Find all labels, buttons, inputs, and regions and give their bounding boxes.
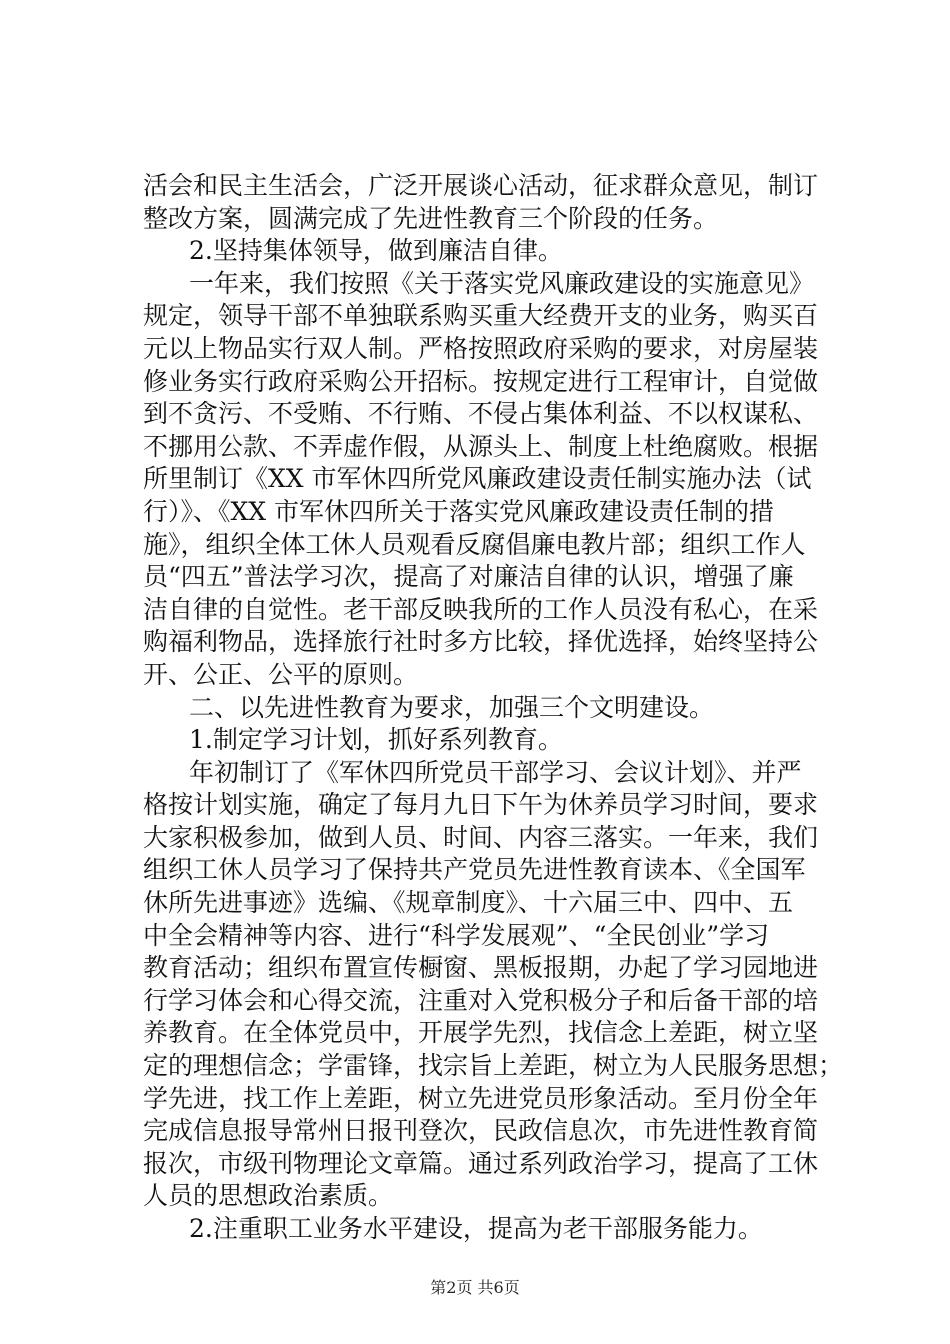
text-line: 定的理想信念；学雷锋，找宗旨上差距，树立为人民服务思想；	[143, 1051, 844, 1081]
text-line: 大家积极参加，做到人员、时间、内容三落实。一年来，我们	[143, 822, 819, 852]
text-line: 所里制订《XX 市军休四所党风廉政建设责任制实施办法（试	[143, 464, 812, 494]
text-line: 行学习体会和心得交流，注重对入党积极分子和后备干部的培	[143, 985, 819, 1015]
text-line: 施》，组织全体工休人员观看反腐倡廉电教片部；组织工作人	[143, 529, 806, 559]
text-line: 教育活动；组织布置宣传橱窗、黑板报期，办起了学习园地进	[143, 953, 819, 983]
text-line: 开、公正、公平的原则。	[143, 659, 419, 689]
text-line: 行）》、《XX 市军休四所关于落实党风廉政建设责任制的措	[143, 496, 775, 526]
text-line: 报次，市级刊物理论文章篇。通过系列政治学习，提高了工休	[143, 1148, 819, 1178]
text-line: 养教育。在全体党员中，开展学先烈，找信念上差距，树立坚	[143, 1018, 819, 1048]
text-line: 元以上物品实行双人制。严格按照政府采购的要求，对房屋装	[143, 333, 819, 363]
text-line: 整改方案，圆满完成了先进性教育三个阶段的任务。	[143, 203, 719, 233]
text-line: 规定，领导干部不单独联系购买重大经费开支的业务，购买百	[143, 301, 819, 331]
section-subheading: 2.坚持集体领导，做到廉洁自律。	[189, 236, 563, 266]
text-line: 组织工休人员学习了保持共产党员先进性教育读本、《全国军	[143, 855, 806, 885]
section-subheading: 1.制定学习计划，抓好系列教育。	[189, 725, 563, 755]
text-line: 格按计划实施，确定了每月九日下午为休养员学习时间，要求	[143, 790, 819, 820]
text-line: 活会和民主生活会，广泛开展谈心活动，征求群众意见，制订	[143, 171, 819, 200]
section-heading: 二、以先进性教育为要求，加强三个文明建设。	[189, 692, 715, 722]
text-line: 人员的思想政治素质。	[143, 1181, 394, 1211]
section-subheading: 2.注重职工业务水平建设，提高为老干部服务能力。	[189, 1214, 763, 1243]
page-number-footer: 第2页 共6页	[430, 1278, 520, 1297]
text-line: 到不贪污、不受贿、不行贿、不侵占集体利益、不以权谋私、	[143, 399, 819, 429]
text-line: 不挪用公款、不弄虚作假，从源头上、制度上杜绝腐败。根据	[143, 431, 819, 461]
text-line: 完成信息报导常州日报刊登次，民政信息次，市先进性教育简	[143, 1116, 819, 1146]
text-line: 休所先进事迹》选编、《规章制度》、十六届三中、四中、五	[143, 888, 794, 918]
text-line: 学先进，找工作上差距，树立先进党员形象活动。至月份全年	[143, 1083, 819, 1113]
paragraph-first-line: 年初制订了《军休四所党员干部学习、会议计划》、并严	[189, 757, 802, 787]
text-line: 员“四五”普法学习次，提高了对廉洁自律的认识，增强了廉	[143, 562, 794, 592]
text-line: 洁自律的自觉性。老干部反映我所的工作人员没有私心，在采	[143, 594, 819, 624]
document-body	[143, 170, 844, 1246]
text-line: 购福利物品，选择旅行社时多方比较，择优选择，始终坚持公	[143, 627, 819, 657]
paragraph-first-line: 一年来，我们按照《关于落实党风廉政建设的实施意见》	[189, 268, 815, 298]
text-line: 修业务实行政府采购公开招标。按规定进行工程审计，自觉做	[143, 366, 819, 396]
text-line: 中全会精神等内容、进行“科学发展观”、“全民创业”学习	[143, 920, 770, 950]
